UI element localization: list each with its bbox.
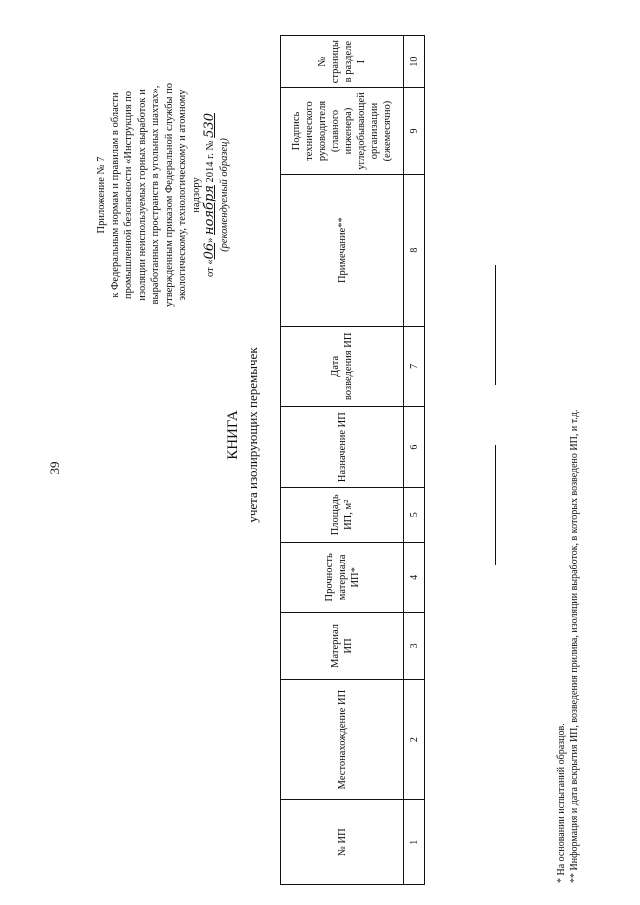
column-number-cell: 2: [404, 679, 425, 800]
appendix-line: к Федеральным нормам и правилам в области: [109, 92, 121, 298]
column-number-cell: 4: [404, 542, 425, 613]
order-number-handwritten: 530: [202, 113, 217, 138]
divider-line: [495, 445, 496, 565]
date-mid: »: [205, 234, 216, 243]
date-month-handwritten: ноября: [202, 185, 217, 235]
table-header-row: [281, 36, 404, 885]
table-header-cell: № страницы в разделе I: [281, 36, 404, 88]
table-header-cell: № ИП: [281, 800, 404, 885]
date-day-handwritten: 06: [202, 242, 217, 260]
footnote-1: * На основании испытаний образцов.: [556, 723, 567, 883]
table-header-cell: Площадь ИП, м²: [281, 488, 404, 543]
appendix-line: промышленной безопасности «Инструкция по: [123, 90, 134, 300]
appendix-line: экологическому, технологическому и атомному: [177, 89, 188, 301]
column-number-cell: 10: [404, 36, 425, 88]
document-title: КНИГА: [225, 410, 241, 460]
rotated-page-content: [25, 25, 615, 885]
insulating-bulkheads-table: [280, 35, 425, 885]
table-header-cell: Прочность материала ИП*: [281, 542, 404, 613]
table-header-cell: Материал ИП: [281, 613, 404, 680]
column-number-cell: 3: [404, 613, 425, 680]
column-number-cell: 1: [404, 800, 425, 885]
column-number-cell: 8: [404, 174, 425, 326]
appendix-line: изоляции неиспользуемых горных выработок и: [136, 89, 148, 301]
column-number-cell: 9: [404, 88, 425, 174]
table-header-cell: Местонахождение ИП: [281, 679, 404, 800]
table-header-cell: Назначение ИП: [281, 407, 404, 488]
table-header-cell: Примечание**: [281, 174, 404, 326]
divider-line: [495, 265, 496, 385]
footnote-2: ** Информация и дата вскрытия ИП, возведения прилива, изоляции выработок, в которых возведено ИП, и т.д.: [569, 409, 580, 883]
table-number-row: [404, 36, 425, 885]
appendix-line: Приложение № 7: [96, 156, 107, 234]
appendix-line: выработанных пространств в угольных шахтах»,: [150, 85, 161, 305]
appendix-line: надзору: [190, 177, 202, 213]
table-header-cell: Дата возведения ИП: [281, 326, 404, 407]
appendix-header: [95, 45, 231, 345]
order-date-line: [203, 45, 218, 345]
recommended-sample-note: (рекомендуемый образец): [218, 138, 230, 252]
column-number-cell: 5: [404, 488, 425, 543]
document-subtitle: учета изолирующих перемычек: [245, 347, 260, 523]
page-number: 39: [47, 461, 62, 475]
date-year: 2014 г. №: [205, 137, 216, 186]
date-prefix: от «: [205, 259, 216, 277]
appendix-line: утвержденным приказом Федеральной службы по: [163, 83, 175, 307]
footnotes: [555, 43, 581, 883]
table-header-cell: Подпись технического руководителя (главного инженера) угледобывающей организации (ежемесячно): [281, 88, 404, 174]
column-number-cell: 6: [404, 407, 425, 488]
column-number-cell: 7: [404, 326, 425, 407]
